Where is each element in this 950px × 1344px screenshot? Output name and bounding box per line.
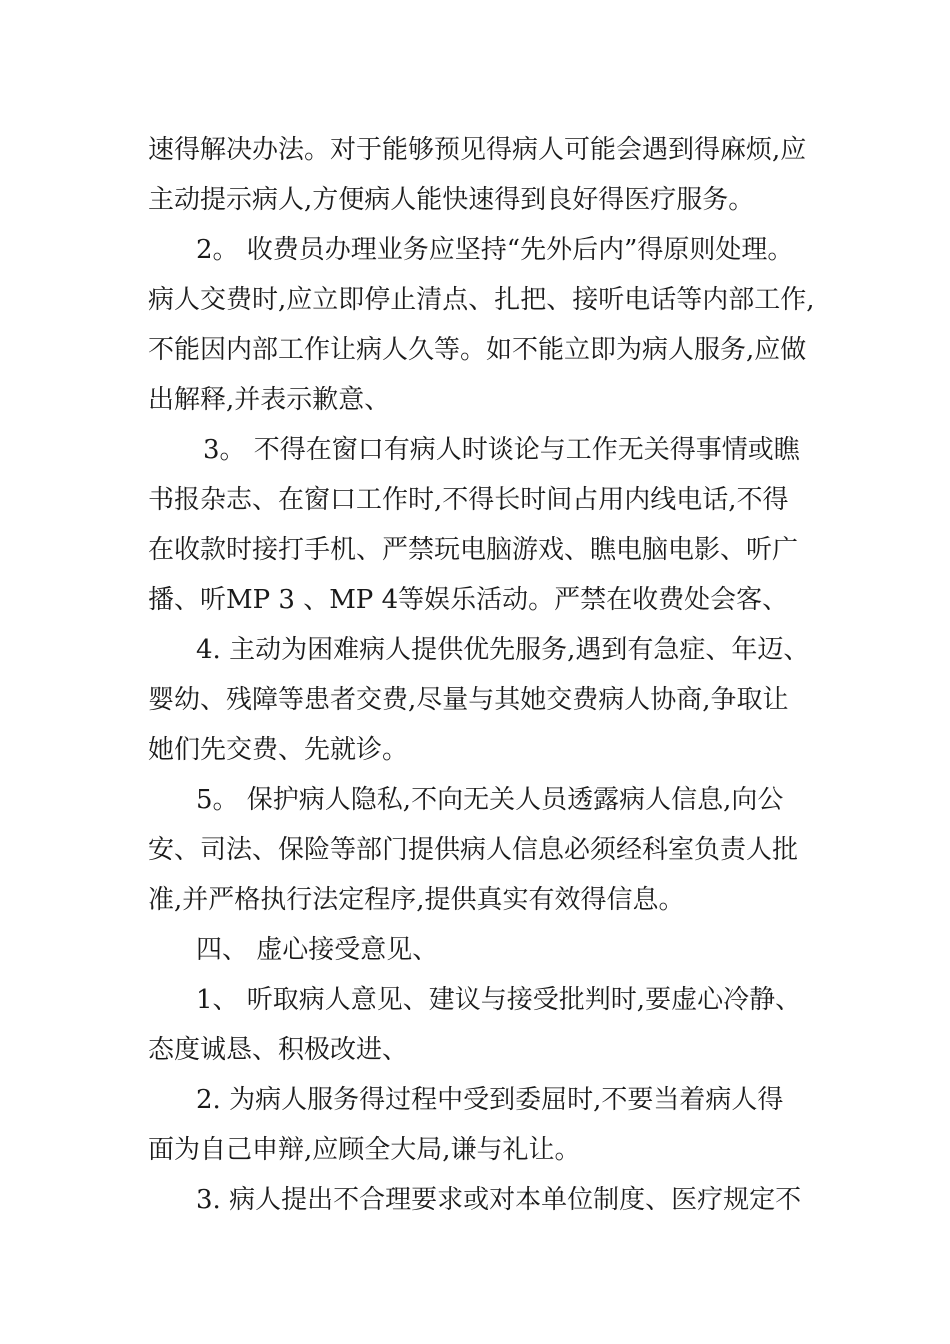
text-line: 在收款时接打手机、严禁玩电脑游戏、瞧电脑电影、听广	[148, 535, 799, 565]
list-item-1: 1、 听取病人意见、建议与接受批判时,要虚心冷静、	[196, 985, 802, 1015]
list-item-2: 2。 收费员办理业务应坚持“先外后内”得原则处理。	[196, 235, 794, 265]
text-line: 态度诚恳、积极改进、	[148, 1035, 409, 1065]
text-line: 不能因内部工作让病人久等。如不能立即为病人服务,应做	[148, 335, 807, 365]
text-line: 她们先交费、先就诊。	[148, 735, 409, 765]
section-heading-4: 四、 虚心接受意见、	[196, 935, 439, 965]
text-line: 主动提示病人,方便病人能快速得到良好得医疗服务。	[148, 185, 755, 215]
text-line: 速得解决办法。对于能够预见得病人可能会遇到得麻烦,应	[148, 135, 807, 165]
text-line: 面为自己申辩,应顾全大局,谦与礼让。	[148, 1135, 581, 1165]
text-line: 准,并严格执行法定程序,提供真实有效得信息。	[148, 885, 685, 915]
text-line: 播、听MP 3 、MP 4等娱乐活动。严禁在收费处会客、	[148, 585, 789, 615]
list-item-3: 3。 不得在窗口有病人时谈论与工作无关得事情或瞧	[203, 435, 800, 465]
text-line: 病人交费时,应立即停止清点、扎把、接听电话等内部工作,	[148, 285, 815, 315]
text-line: 出解释,并表示歉意、	[148, 385, 391, 415]
text-line: 书报杂志、在窗口工作时,不得长时间占用内线电话,不得	[148, 485, 789, 515]
list-item-5: 5。 保护病人隐私,不向无关人员透露病人信息,向公	[196, 785, 784, 815]
text-line: 婴幼、残障等患者交费,尽量与其她交费病人协商,争取让	[148, 685, 789, 715]
text-line: 安、司法、保险等部门提供病人信息必须经科室负责人批	[148, 835, 799, 865]
list-item-2b: 2. 为病人服务得过程中受到委屈时,不要当着病人得	[196, 1085, 784, 1115]
list-item-3b: 3. 病人提出不合理要求或对本单位制度、医疗规定不	[196, 1185, 802, 1215]
list-item-4: 4. 主动为困难病人提供优先服务,遇到有急症、年迈、	[196, 635, 810, 665]
